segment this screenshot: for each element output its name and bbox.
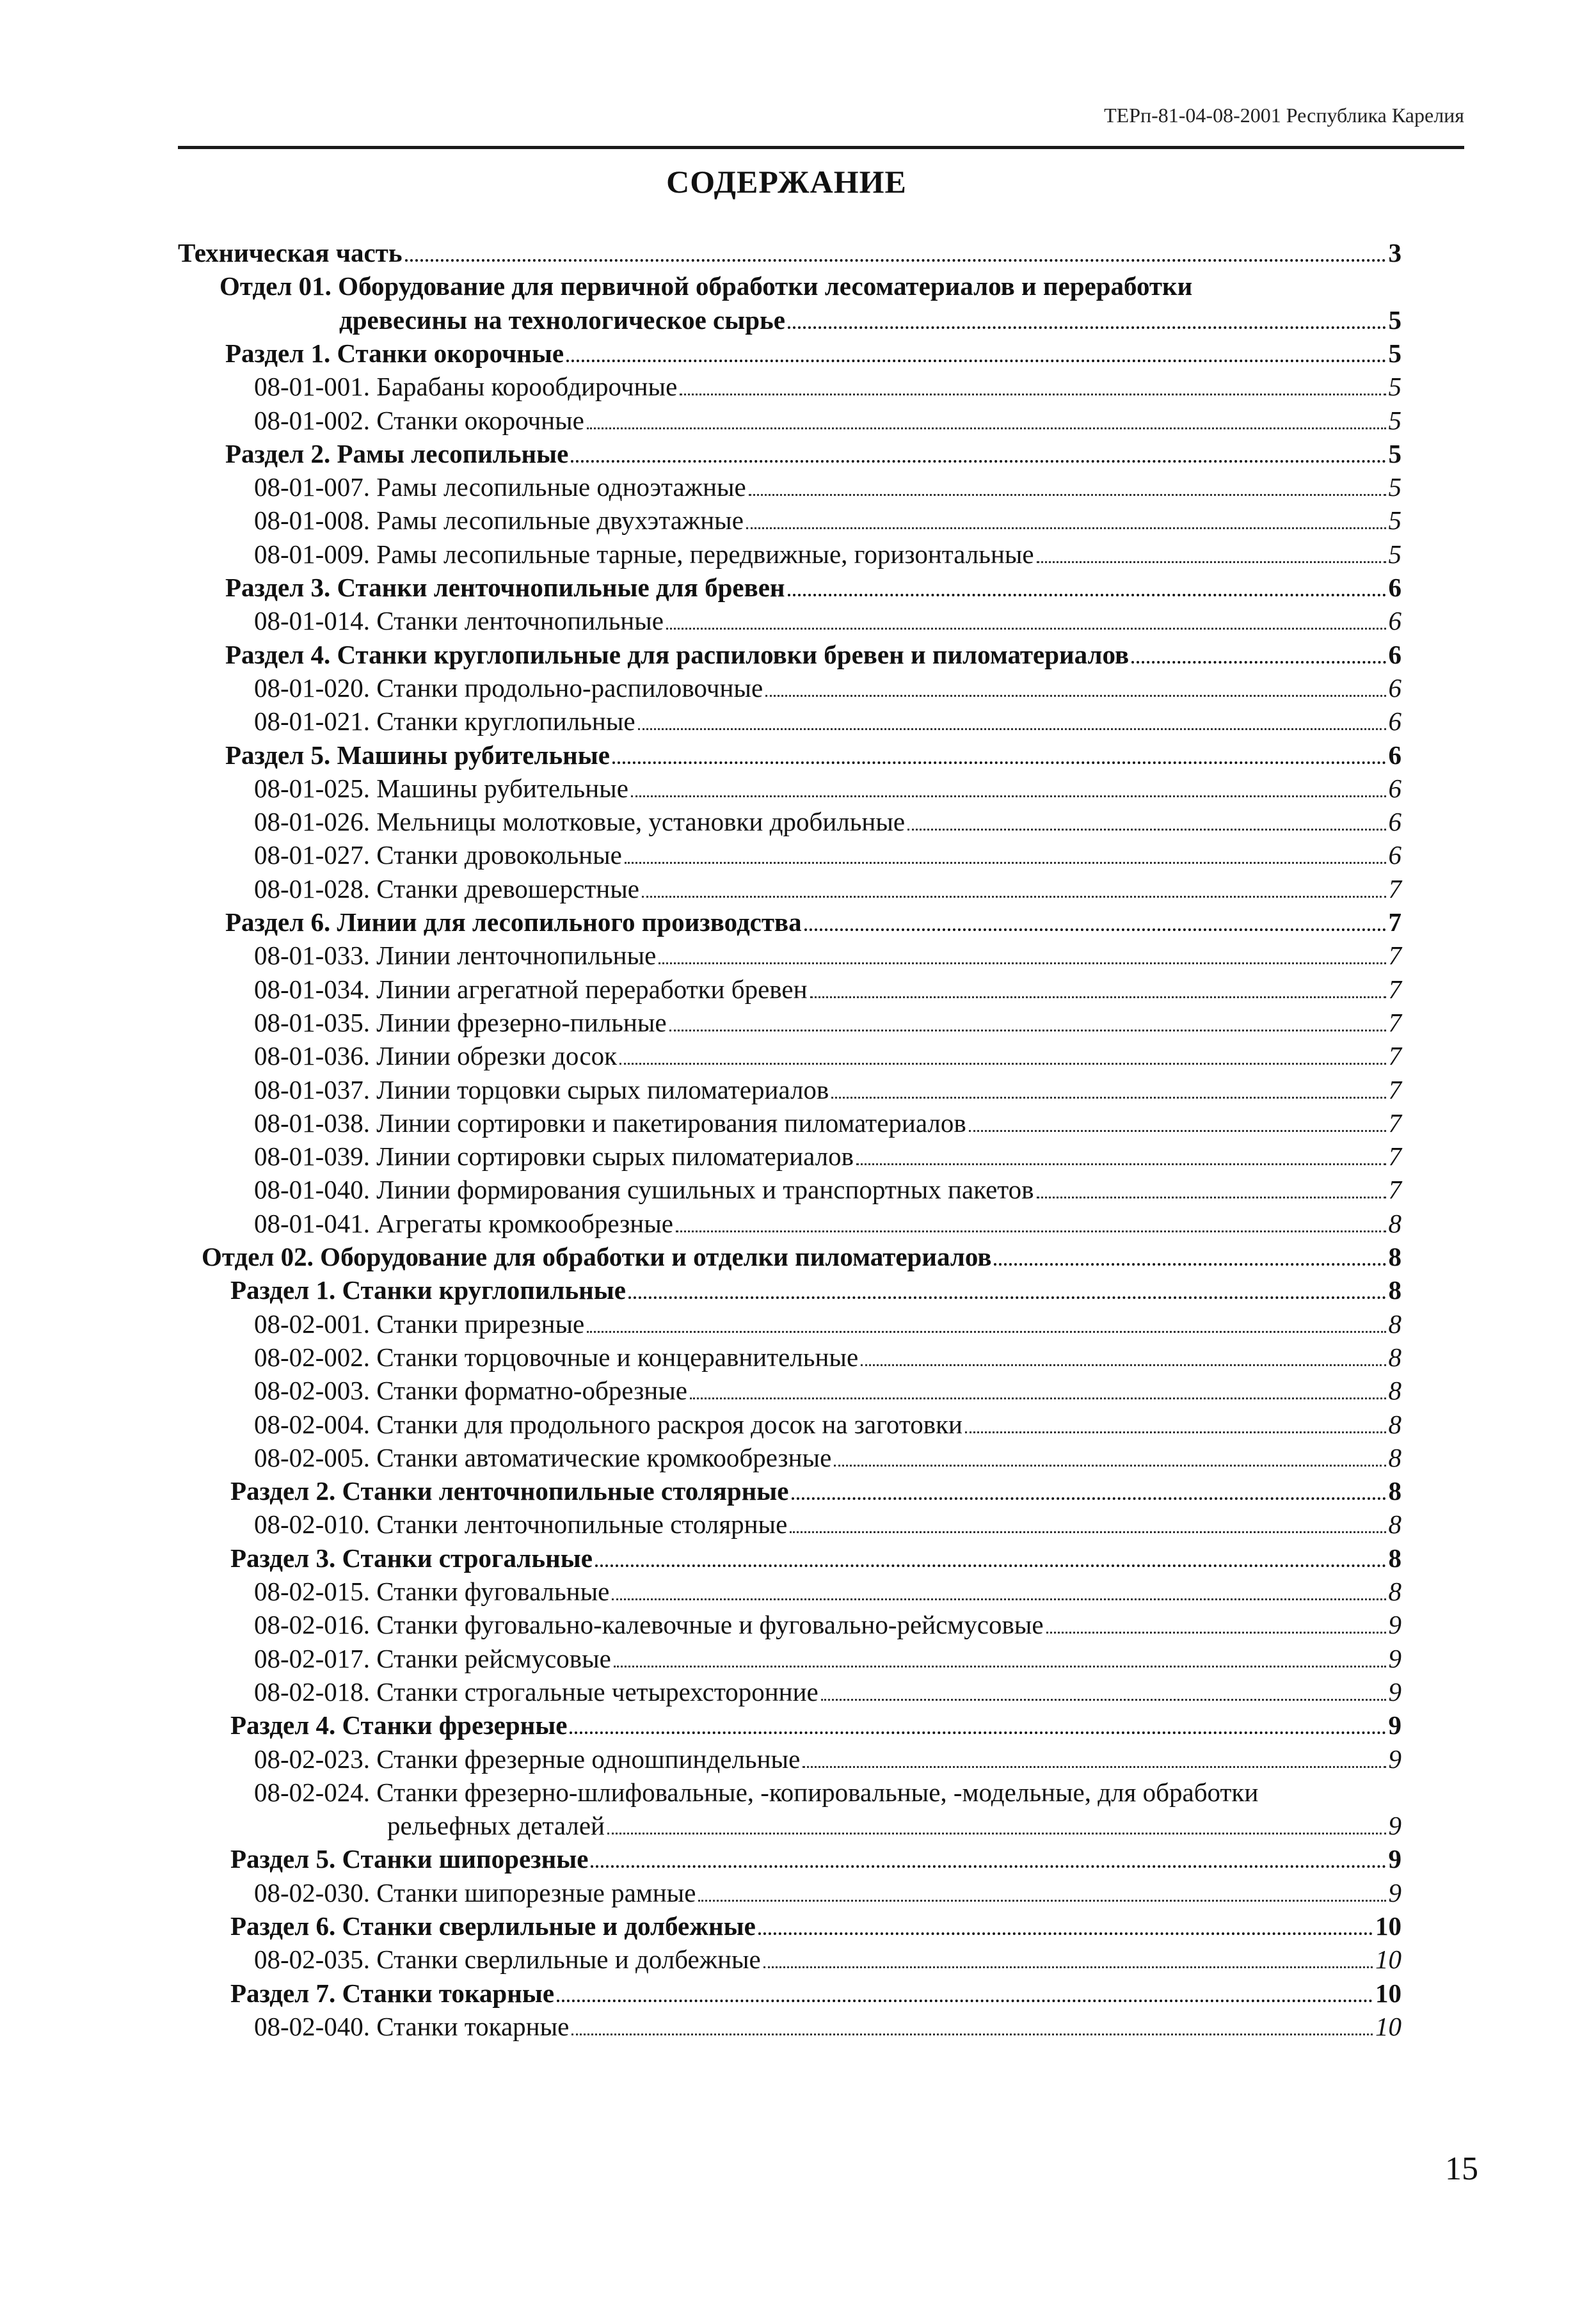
toc-leader-dots xyxy=(625,862,1386,864)
toc-entry-page: 3 xyxy=(1388,238,1401,267)
toc-entry-page: 9 xyxy=(1388,1610,1401,1640)
toc-entry-label: 08-01-027. Станки дровокольные xyxy=(254,840,622,870)
toc-entry[interactable] xyxy=(254,873,1401,905)
toc-entry[interactable] xyxy=(230,1843,1401,1875)
toc-leader-dots xyxy=(1046,1632,1386,1634)
toc-leader-dots xyxy=(1037,1197,1386,1198)
toc-entry-label: 08-01-002. Станки окорочные xyxy=(254,405,584,435)
toc-entry[interactable] xyxy=(254,1609,1401,1641)
toc-entry-page: 7 xyxy=(1388,1074,1401,1104)
toc-leader-dots xyxy=(831,1097,1385,1099)
toc-entry-page: 10 xyxy=(1375,2011,1401,2041)
toc-leader-dots xyxy=(612,761,1386,764)
toc-leader-dots xyxy=(631,795,1386,797)
toc-entry-page: 7 xyxy=(1388,1108,1401,1138)
toc-entry[interactable] xyxy=(254,1040,1401,1072)
toc-entry[interactable] xyxy=(225,438,1401,470)
toc-entry-label: 08-02-015. Станки фуговальные xyxy=(254,1577,610,1606)
toc-entry[interactable] xyxy=(254,1943,1401,1975)
toc-entry-page: 8 xyxy=(1388,1242,1401,1271)
toc-entry-page: 7 xyxy=(1388,873,1401,903)
toc-leader-dots xyxy=(969,1130,1386,1132)
toc-entry-page: 5 xyxy=(1388,305,1401,335)
toc-entry[interactable] xyxy=(254,1676,1401,1708)
toc-entry[interactable] xyxy=(254,772,1401,804)
toc-leader-dots xyxy=(595,1564,1386,1567)
toc-leader-dots xyxy=(810,996,1386,998)
toc-entry[interactable] xyxy=(178,237,1401,269)
toc-entry-label: Раздел 2. Рамы лесопильные xyxy=(225,438,569,468)
toc-leader-dots xyxy=(994,1263,1385,1266)
toc-leader-dots xyxy=(1037,561,1386,563)
toc-entry[interactable] xyxy=(387,1810,1401,1842)
toc-entry[interactable] xyxy=(230,1910,1401,1942)
toc-entry[interactable] xyxy=(254,973,1401,1005)
toc-leader-dots xyxy=(566,360,1385,362)
toc-entry-label: 08-02-018. Станки строгальные четырехсторонние xyxy=(254,1676,818,1707)
toc-entry[interactable] xyxy=(254,1107,1401,1139)
toc-entry-label: Раздел 6. Линии для лесопильного производства xyxy=(225,907,802,937)
toc-entry-page: 6 xyxy=(1388,840,1401,870)
toc-leader-dots xyxy=(638,728,1386,730)
toc-entry-label: Раздел 5. Станки шипорезные xyxy=(230,1844,589,1874)
toc-leader-dots xyxy=(571,2034,1373,2035)
toc-entry[interactable] xyxy=(254,504,1401,536)
toc-entry-label: 08-01-021. Станки круглопильные xyxy=(254,706,635,736)
toc-entry[interactable] xyxy=(225,571,1401,603)
running-header: ТЕРп-81-04-08-2001 Республика Карелия xyxy=(1104,104,1464,127)
toc-leader-dots xyxy=(788,594,1386,596)
toc-entry-page: 9 xyxy=(1388,1710,1401,1740)
toc-leader-dots xyxy=(790,1531,1385,1533)
toc-entry-label: 08-01-040. Линии формирования сушильных и транспортных пакетов xyxy=(254,1175,1034,1205)
toc-leader-dots xyxy=(587,427,1386,429)
toc-entry-page: 9 xyxy=(1388,1811,1401,1841)
toc-entry-label: 08-02-024. Станки фрезерно-шлифовальные, -копировальные, -модельные, для обработки xyxy=(254,1777,1259,1807)
toc-entry-label: 08-02-017. Станки рейсмусовые xyxy=(254,1643,611,1673)
toc-leader-dots xyxy=(669,1030,1386,1031)
toc-leader-dots xyxy=(680,394,1385,395)
toc-entry[interactable] xyxy=(230,1274,1401,1306)
toc-entry-label: Раздел 2. Станки ленточнопильные столярные xyxy=(230,1476,789,1506)
toc-entry-label: 08-01-035. Линии фрезерно-пильные xyxy=(254,1007,667,1037)
toc-entry-label: 08-02-010. Станки ленточнопильные столярные xyxy=(254,1509,788,1540)
toc-entry[interactable] xyxy=(254,1776,1401,1808)
toc-entry[interactable] xyxy=(254,1408,1401,1440)
toc-entry-page: 6 xyxy=(1388,573,1401,602)
toc-leader-dots xyxy=(765,695,1385,697)
toc-entry[interactable] xyxy=(230,1542,1401,1574)
toc-entry-label: Раздел 7. Станки токарные xyxy=(230,1978,555,2008)
toc-entry-page: 5 xyxy=(1388,405,1401,435)
toc-entry-page: 7 xyxy=(1388,907,1401,937)
toc-entry-label: Отдел 01. Оборудование для первичной обработки лесоматериалов и переработки xyxy=(220,271,1193,301)
toc-entry[interactable] xyxy=(254,839,1401,871)
toc-leader-dots xyxy=(607,1833,1386,1835)
toc-entry-page: 7 xyxy=(1388,1142,1401,1172)
toc-entry-page: 8 xyxy=(1388,1342,1401,1372)
toc-entry[interactable] xyxy=(254,370,1401,402)
toc-entry-label: Раздел 1. Станки окорочные xyxy=(225,338,564,368)
toc-entry[interactable] xyxy=(202,1241,1401,1273)
toc-entry-page: 7 xyxy=(1388,974,1401,1004)
toc-entry-label: Техническая часть xyxy=(178,238,403,267)
toc-entry-label: 08-02-040. Станки токарные xyxy=(254,2011,570,2041)
toc-leader-dots xyxy=(405,259,1386,262)
toc-entry[interactable] xyxy=(254,471,1401,503)
toc-entry-page: 9 xyxy=(1388,1744,1401,1774)
toc-entry-label: 08-01-038. Линии сортировки и пакетирования пиломатериалов xyxy=(254,1108,966,1138)
toc-entry-page: 8 xyxy=(1388,1476,1401,1506)
toc-leader-dots xyxy=(571,460,1385,463)
toc-leader-dots xyxy=(821,1699,1386,1701)
toc-entry-label: 08-01-008. Рамы лесопильные двухэтажные xyxy=(254,505,744,536)
toc-entry[interactable] xyxy=(225,337,1401,369)
toc-entry-label: 08-02-002. Станки торцовочные и концеравнительные xyxy=(254,1342,859,1372)
toc-entry-page: 5 xyxy=(1388,539,1401,569)
toc-leader-dots xyxy=(834,1465,1385,1467)
toc-entry-label: 08-01-026. Мельницы молотковые, установки дробильные xyxy=(254,807,906,837)
toc-leader-dots xyxy=(792,1497,1386,1500)
toc-leader-dots xyxy=(690,1397,1386,1399)
toc-entry[interactable] xyxy=(254,1877,1401,1909)
toc-entry-label: 08-01-036. Линии обрезки досок xyxy=(254,1041,617,1071)
toc-entry[interactable] xyxy=(254,1341,1401,1373)
toc-entry-page: 5 xyxy=(1388,338,1401,368)
page-title: СОДЕРЖАНИЕ xyxy=(666,164,907,200)
toc-leader-dots xyxy=(591,1865,1385,1868)
toc-entry-label: Раздел 3. Станки ленточнопильные для бревен xyxy=(225,573,785,602)
toc-entry[interactable] xyxy=(254,705,1401,737)
toc-leader-dots xyxy=(612,1598,1385,1600)
toc-entry-page: 7 xyxy=(1388,1175,1401,1205)
toc-entry-page: 10 xyxy=(1375,1978,1401,2008)
toc-leader-dots xyxy=(676,1230,1386,1232)
toc-entry[interactable] xyxy=(254,605,1401,637)
toc-entry[interactable] xyxy=(254,1207,1401,1239)
toc-entry[interactable] xyxy=(254,2010,1401,2042)
toc-leader-dots xyxy=(628,1296,1386,1299)
toc-entry[interactable] xyxy=(254,806,1401,838)
toc-entry-page: 6 xyxy=(1388,673,1401,703)
toc-entry[interactable] xyxy=(254,1743,1401,1775)
toc-entry-page: 5 xyxy=(1388,505,1401,536)
toc-entry-page: 8 xyxy=(1388,1577,1401,1606)
toc-entry-label: 08-02-016. Станки фуговально-калевочные и фуговально-рейсмусовые xyxy=(254,1610,1044,1640)
header-divider xyxy=(178,146,1464,149)
toc-entry-label: 08-01-037. Линии торцовки сырых пиломатериалов xyxy=(254,1074,829,1104)
toc-entry-label: Раздел 1. Станки круглопильные xyxy=(230,1275,626,1305)
page-number: 15 xyxy=(1445,2151,1478,2187)
toc-entry-label: Отдел 02. Оборудование для обработки и отделки пиломатериалов xyxy=(202,1242,992,1271)
toc-entry[interactable] xyxy=(254,1442,1401,1474)
toc-entry[interactable] xyxy=(254,672,1401,704)
toc-entry-label: Раздел 6. Станки сверлильные и долбежные xyxy=(230,1911,756,1941)
toc-entry[interactable] xyxy=(230,1475,1401,1507)
toc-leader-dots xyxy=(698,1900,1385,1902)
toc-entry[interactable] xyxy=(225,639,1401,671)
toc-entry-page: 8 xyxy=(1388,1543,1401,1573)
toc-entry-label: древесины на технологическое сырье xyxy=(339,305,785,335)
toc-entry-label: 08-01-034. Линии агрегатной переработки бревен xyxy=(254,974,808,1004)
toc-leader-dots xyxy=(763,1966,1373,1968)
toc-entry[interactable] xyxy=(254,939,1401,971)
toc-leader-dots xyxy=(861,1364,1385,1366)
toc-entry-label: 08-01-020. Станки продольно-распиловочные xyxy=(254,673,763,703)
toc-entry-page: 7 xyxy=(1388,1007,1401,1037)
toc-entry-page: 10 xyxy=(1375,1945,1401,1975)
toc-entry-page: 8 xyxy=(1388,1376,1401,1406)
toc-entry-page: 6 xyxy=(1388,773,1401,803)
toc-leader-dots xyxy=(557,2000,1373,2002)
toc-entry-label: 08-01-033. Линии ленточнопильные xyxy=(254,941,657,971)
toc-entry[interactable] xyxy=(254,1508,1401,1540)
toc-entry-label: 08-02-035. Станки сверлильные и долбежные xyxy=(254,1945,761,1975)
toc-leader-dots xyxy=(619,1063,1386,1065)
toc-entry-label: 08-01-007. Рамы лесопильные одноэтажные xyxy=(254,472,746,502)
toc-entry[interactable] xyxy=(225,906,1401,938)
toc-entry-page: 7 xyxy=(1388,941,1401,971)
toc-entry-page: 8 xyxy=(1388,1409,1401,1439)
toc-entry-page: 8 xyxy=(1388,1309,1401,1339)
toc-entry[interactable] xyxy=(254,1643,1401,1675)
toc-entry-page: 6 xyxy=(1388,706,1401,736)
toc-leader-dots xyxy=(856,1163,1386,1165)
toc-entry[interactable] xyxy=(220,270,1401,302)
toc-entry[interactable] xyxy=(254,1074,1401,1106)
toc-entry[interactable] xyxy=(254,538,1401,570)
toc-entry-page: 8 xyxy=(1388,1509,1401,1540)
toc-entry[interactable] xyxy=(230,1709,1401,1741)
toc-entry-page: 5 xyxy=(1388,372,1401,402)
toc-entry[interactable] xyxy=(254,404,1401,436)
toc-leader-dots xyxy=(749,494,1386,496)
toc-leader-dots xyxy=(642,896,1386,898)
toc-entry-label: рельефных деталей xyxy=(387,1811,605,1841)
toc-entry-page: 5 xyxy=(1388,438,1401,468)
toc-entry-label: 08-02-001. Станки прирезные xyxy=(254,1309,585,1339)
toc-entry-page: 8 xyxy=(1388,1275,1401,1305)
toc-entry-label: 08-01-014. Станки ленточнопильные xyxy=(254,606,664,636)
toc-entry-label: 08-01-028. Станки древошерстные xyxy=(254,873,639,903)
toc-entry[interactable] xyxy=(254,1575,1401,1607)
toc-leader-dots xyxy=(907,829,1385,831)
toc-entry[interactable] xyxy=(254,1007,1401,1039)
toc-entry[interactable] xyxy=(225,739,1401,771)
toc-leader-dots xyxy=(659,962,1385,964)
toc-entry-page: 8 xyxy=(1388,1442,1401,1472)
toc-entry[interactable] xyxy=(254,1174,1401,1206)
toc-entry-label: Раздел 4. Станки фрезерные xyxy=(230,1710,568,1740)
toc-entry-page: 9 xyxy=(1388,1643,1401,1673)
toc-entry[interactable] xyxy=(230,1977,1401,2009)
toc-entry-page: 8 xyxy=(1388,1208,1401,1238)
toc-entry-page: 6 xyxy=(1388,606,1401,636)
toc-leader-dots xyxy=(965,1431,1386,1433)
toc-entry-label: 08-01-001. Барабаны корообдирочные xyxy=(254,372,678,402)
toc-leader-dots xyxy=(804,928,1386,931)
toc-entry-label: Раздел 3. Станки строгальные xyxy=(230,1543,593,1573)
toc-leader-dots xyxy=(758,1932,1373,1935)
toc-leader-dots xyxy=(614,1666,1386,1667)
toc-leader-dots xyxy=(802,1766,1385,1768)
toc-leader-dots xyxy=(746,527,1386,529)
toc-entry-page: 6 xyxy=(1388,740,1401,770)
toc-entry-page: 9 xyxy=(1388,1676,1401,1707)
toc-entry-page: 9 xyxy=(1388,1877,1401,1907)
toc-entry-label: 08-01-041. Агрегаты кромкообрезные xyxy=(254,1208,673,1238)
toc-entry-label: Раздел 4. Станки круглопильные для распиловки бревен и пиломатериалов xyxy=(225,639,1130,669)
toc-entry-label: 08-02-003. Станки форматно-обрезные xyxy=(254,1376,687,1406)
toc-entry-label: 08-02-005. Станки автоматические кромкообрезные xyxy=(254,1442,832,1472)
toc-entry-page: 9 xyxy=(1388,1844,1401,1874)
toc-entry-page: 5 xyxy=(1388,472,1401,502)
toc-entry-page: 6 xyxy=(1388,807,1401,837)
toc-entry-label: 08-01-039. Линии сортировки сырых пиломатериалов xyxy=(254,1142,854,1172)
toc-leader-dots xyxy=(587,1331,1385,1333)
toc-leader-dots xyxy=(570,1731,1385,1734)
toc-entry[interactable] xyxy=(254,1140,1401,1172)
toc-leader-dots xyxy=(788,326,1386,329)
toc-entry-page: 7 xyxy=(1388,1041,1401,1071)
toc-entry[interactable] xyxy=(254,1374,1401,1406)
toc-entry-label: Раздел 5. Машины рубительные xyxy=(225,740,610,770)
toc-entry-page: 10 xyxy=(1375,1911,1401,1941)
toc-leader-dots xyxy=(1131,661,1385,664)
toc-entry-page: 6 xyxy=(1388,639,1401,669)
toc-entry[interactable] xyxy=(254,1308,1401,1340)
toc-entry-label: 08-02-030. Станки шипорезные рамные xyxy=(254,1877,696,1907)
toc-entry[interactable] xyxy=(339,304,1401,336)
toc-entry-label: 08-01-025. Машины рубительные xyxy=(254,773,628,803)
toc-leader-dots xyxy=(666,628,1386,630)
toc-entry-label: 08-02-004. Станки для продольного раскроя досок на заготовки xyxy=(254,1409,962,1439)
toc-entry-label: 08-02-023. Станки фрезерные одношпиндельные xyxy=(254,1744,801,1774)
toc-entry-label: 08-01-009. Рамы лесопильные тарные, передвижные, горизонтальные xyxy=(254,539,1034,569)
